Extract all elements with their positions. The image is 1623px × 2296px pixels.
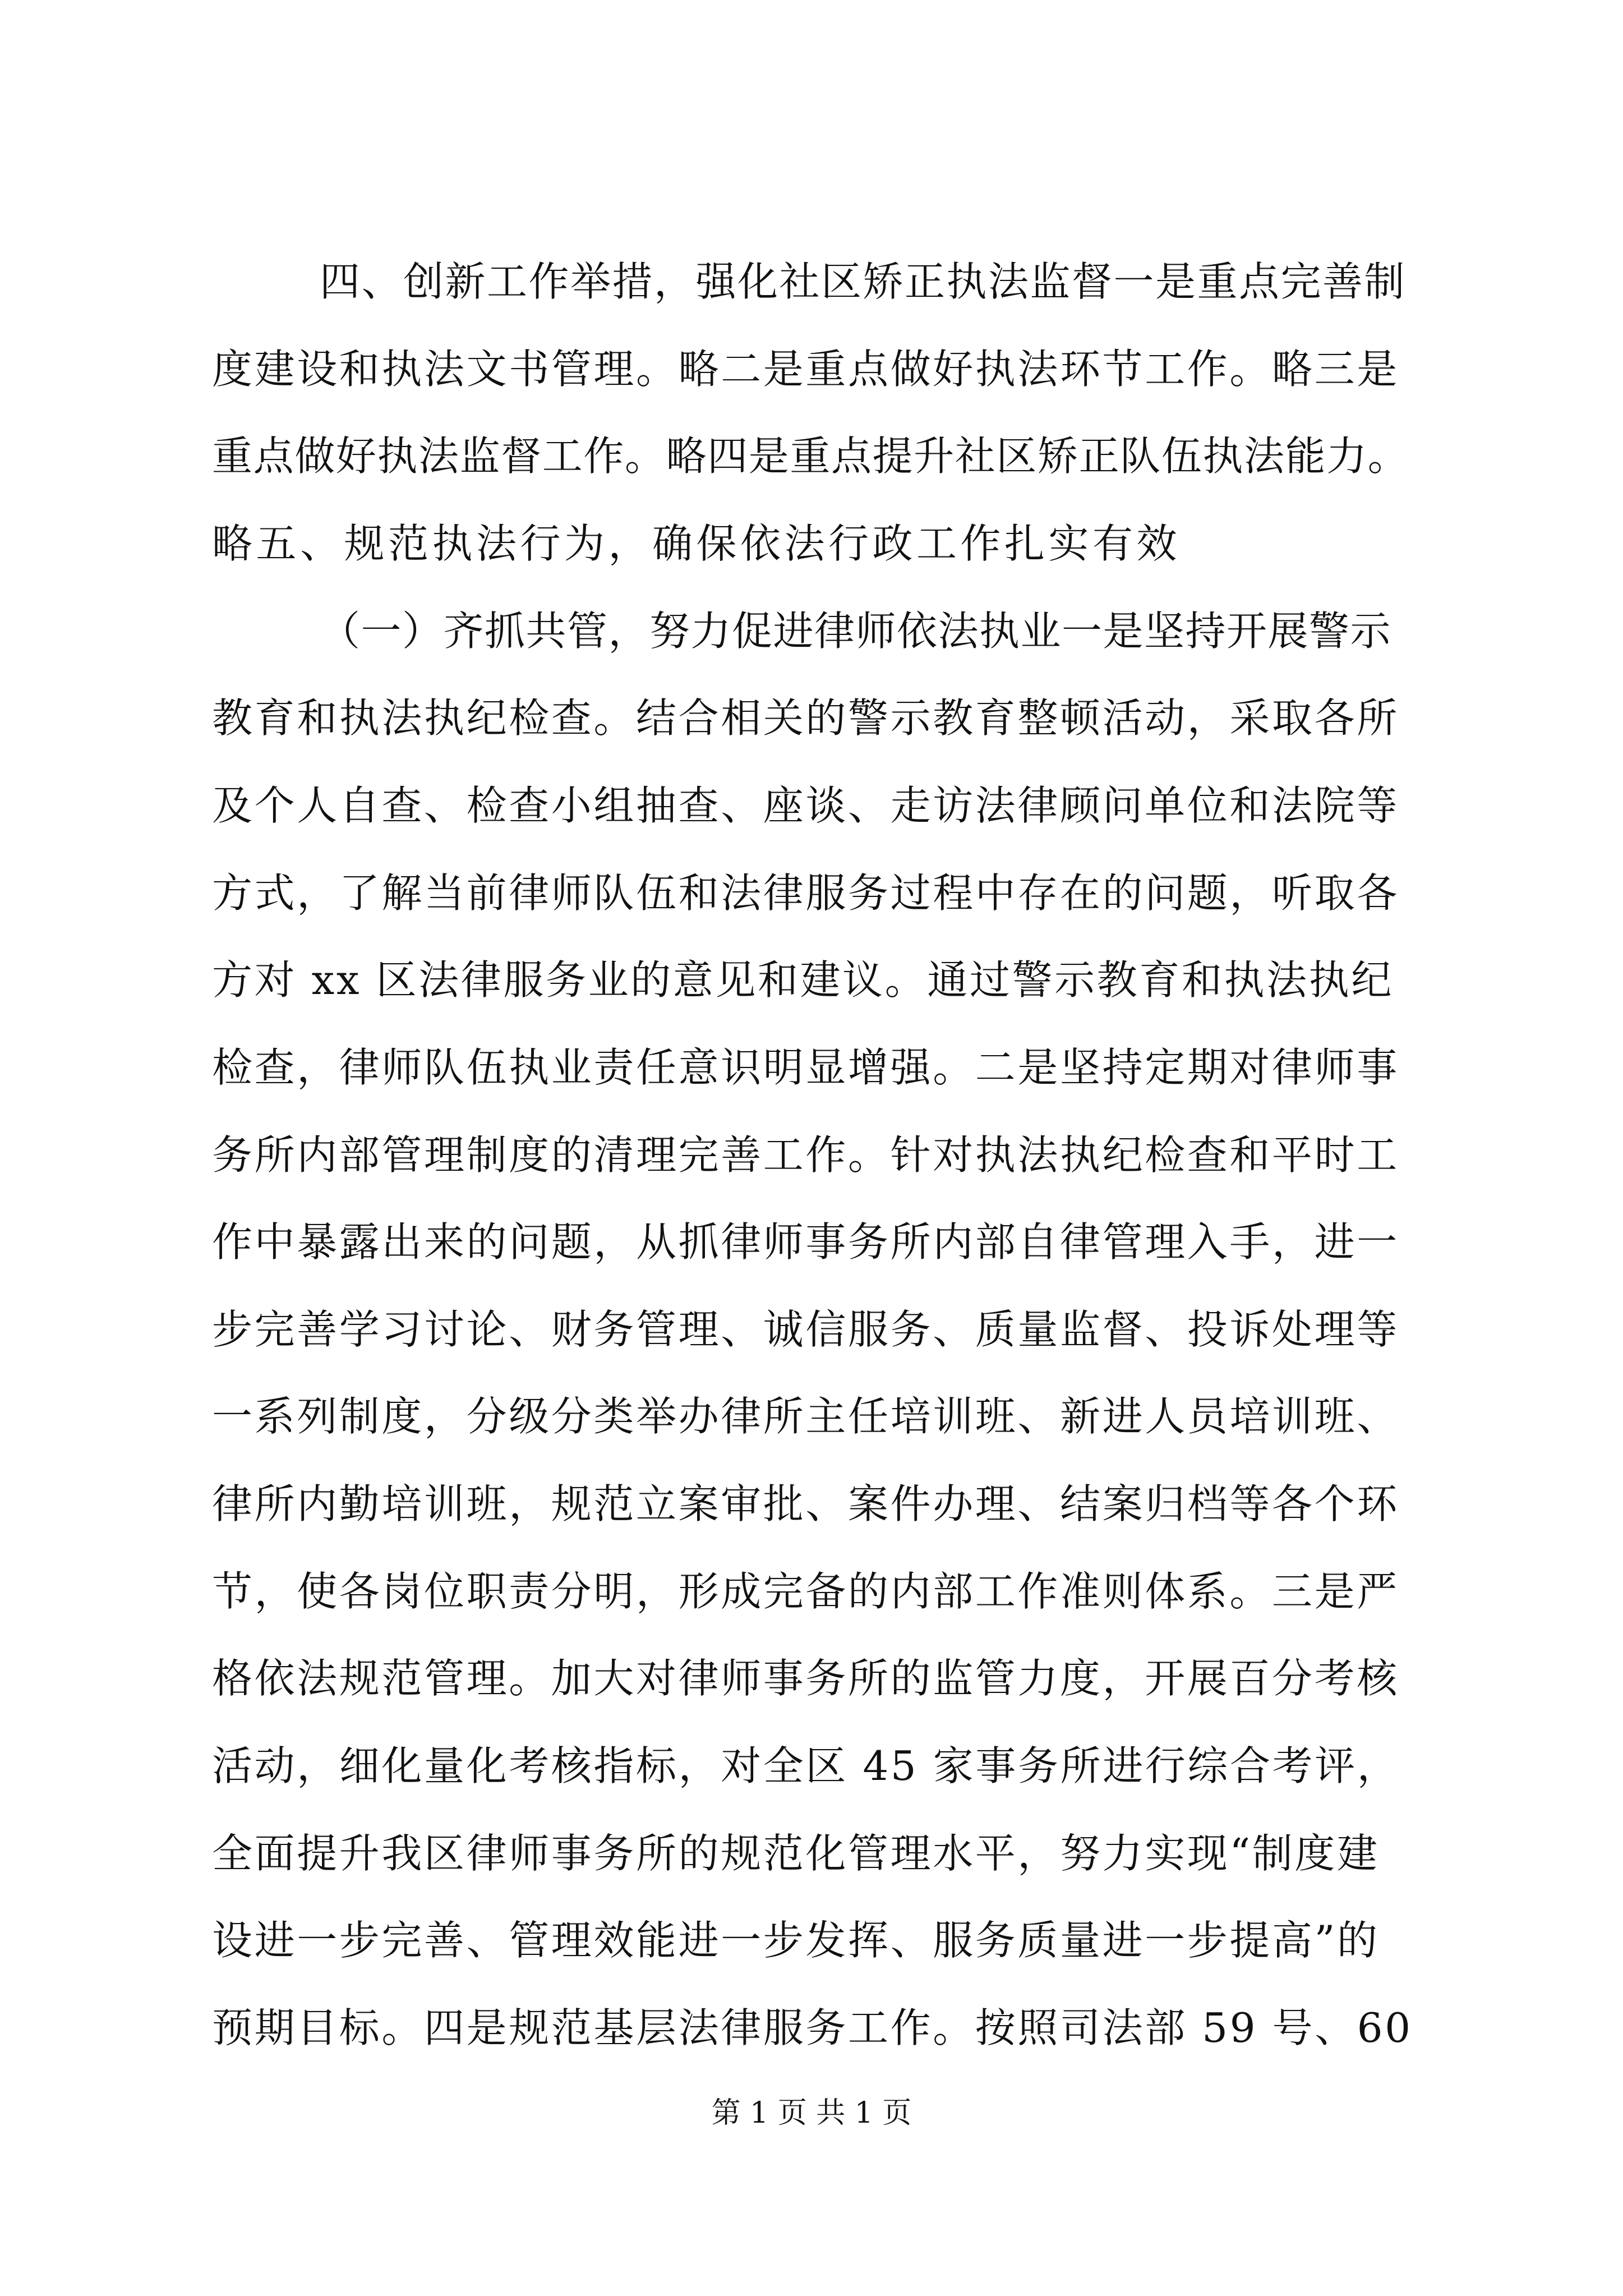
body-line-4: 略五、规范执法行为，确保依法行政工作扎实有效	[212, 520, 1181, 567]
body-line-11: 务所内部管理制度的清理完善工作。针对执法执纪检查和平时工	[212, 1131, 1399, 1179]
body-line-10: 检查，律师队伍执业责任意识明显增强。二是坚持定期对律师事	[212, 1044, 1399, 1091]
body-line-14: 一系列制度，分级分类举办律所主任培训班、新进人员培训班、	[212, 1393, 1399, 1440]
body-line-3: 重点做好执法监督工作。略四是重点提升社区矫正队伍执法能力。	[212, 432, 1409, 480]
body-line-1: 四、创新工作举措，强化社区矫正执法监督一是重点完善制	[320, 258, 1407, 305]
body-line-17: 格依法规范管理。加大对律师事务所的监管力度，开展百分考核	[212, 1655, 1399, 1702]
body-line-13: 步完善学习讨论、财务管理、诚信服务、质量监督、投诉处理等	[212, 1306, 1399, 1353]
body-line-2: 度建设和执法文书管理。略二是重点做好执法环节工作。略三是	[212, 346, 1399, 393]
body-line-21: 预期目标。四是规范基层法律服务工作。按照司法部 59 号、60	[212, 2004, 1413, 2051]
body-line-15: 律所内勤培训班，规范立案审批、案件办理、结案归档等各个环	[212, 1480, 1399, 1527]
body-line-6: 教育和执法执纪检查。结合相关的警示教育整顿活动，采取各所	[212, 694, 1399, 742]
body-line-18: 活动，细化量化考核指标，对全区 45 家事务所进行综合考评，	[212, 1742, 1400, 1789]
body-line-20: 设进一步完善、管理效能进一步发挥、服务质量进一步提高”的	[212, 1917, 1380, 1964]
body-line-7: 及个人自查、检查小组抽查、座谈、走访法律顾问单位和法院等	[212, 782, 1399, 829]
body-line-12: 作中暴露出来的问题，从抓律师事务所内部自律管理入手，进一	[212, 1218, 1399, 1266]
body-line-16: 节，使各岗位职责分明，形成完备的内部工作准则体系。三是严	[212, 1568, 1399, 1615]
body-line-8: 方式，了解当前律师队伍和法律服务过程中存在的问题，听取各	[212, 869, 1399, 917]
body-line-5: （一）齐抓共管，努力促进律师依法执业一是坚持开展警示	[320, 608, 1392, 655]
body-line-9: 方对 xx 区法律服务业的意见和建议。通过警示教育和执法执纪	[212, 956, 1394, 1004]
page-footer: 第 1 页 共 1 页	[711, 2096, 912, 2130]
body-line-19: 全面提升我区律师事务所的规范化管理水平，努力实现“制度建	[212, 1830, 1380, 1877]
